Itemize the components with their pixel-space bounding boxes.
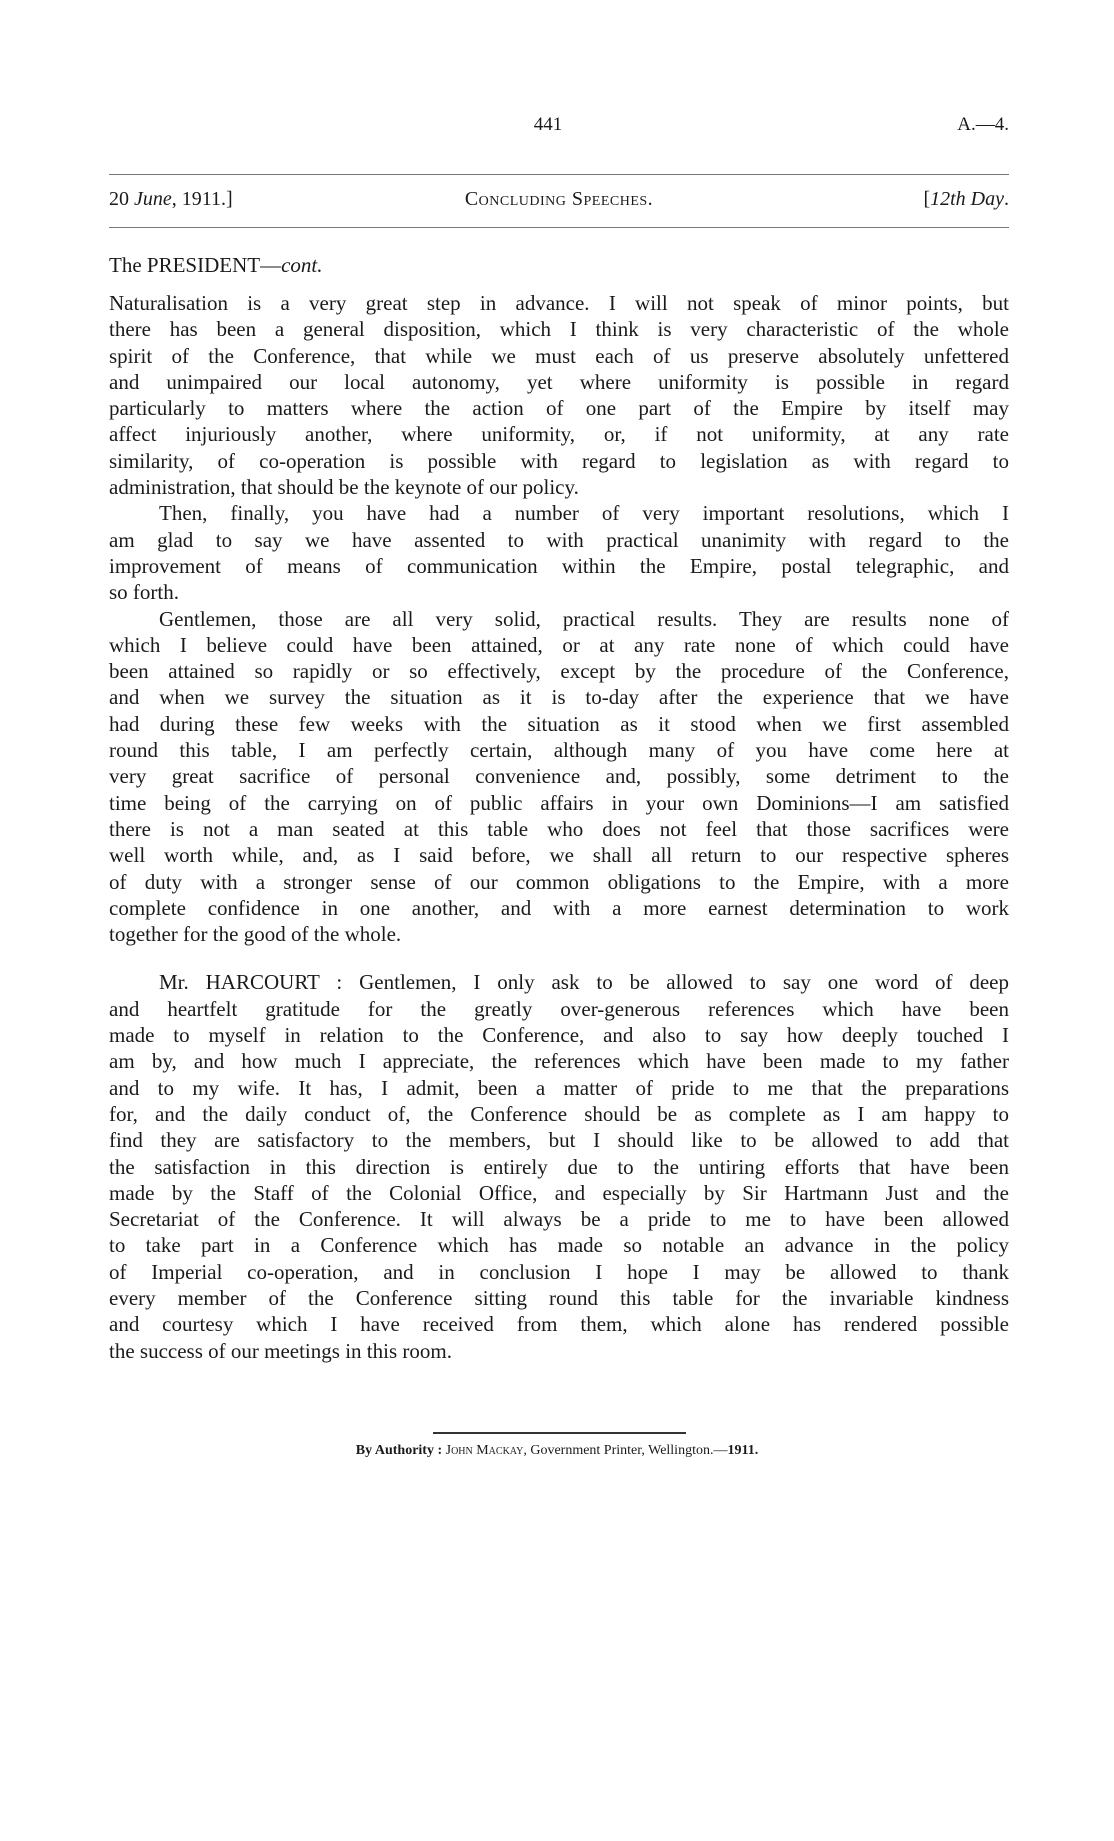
section-title: Concluding Speeches. — [464, 188, 654, 210]
text-line: had during these few weeks with the situation as it stood when we first assembled — [109, 711, 1009, 736]
by-authority-label: By Authority : — [355, 1443, 446, 1458]
body-text — [109, 290, 1009, 1364]
text-line: the success of our meetings in this room. — [109, 1338, 452, 1363]
paragraph-gap — [109, 947, 1009, 969]
text-line: affect injuriously another, where uniformity, or, if not uniformity, at any rate — [109, 422, 1009, 447]
printer-name: John Mackay — [445, 1443, 524, 1458]
printer-imprint — [0, 1443, 1114, 1459]
paragraph-resolutions — [109, 500, 1009, 605]
text-line: similarity, of co-operation is possible with regard to legislation as with regard to — [109, 448, 1009, 473]
text-line: and courtesy which I have received from them, which alone has rendered possible — [109, 1312, 1009, 1337]
day-bracket: [ — [923, 188, 931, 210]
text-line: every member of the Conference sitting round this table for the invariable kindness — [109, 1285, 1009, 1310]
printer-details: , Government Printer, Wellington.— — [523, 1443, 728, 1458]
running-header — [109, 188, 1009, 214]
text-line: round this table, I am perfectly certain, although many of you have come here at — [109, 738, 1009, 763]
continued-speaker-heading — [109, 253, 322, 278]
text-line: there is not a man seated at this table who does not feel that those sacrifices were — [109, 816, 1009, 841]
header-day — [923, 188, 1009, 211]
day-period: . — [1004, 188, 1009, 210]
text-line: been attained so rapidly or so effectively, except by the procedure of the Conference, — [109, 659, 1009, 684]
text-line: Gentlemen, those are all very solid, practical results. They are results none of — [159, 606, 1009, 631]
text-line: there has been a general disposition, which I think is very characteristic of the whole — [109, 317, 1009, 342]
text-line: time being of the carrying on of public affairs in your own Dominions—I am satisfied — [109, 790, 1009, 815]
text-line: and unimpaired our local autonomy, yet where uniformity is possible in regard — [109, 369, 1009, 394]
text-line: find they are satisfactory to the members, but I should like to be allowed to add that — [109, 1128, 1009, 1153]
text-line: of Imperial co-operation, and in conclusion I hope I may be allowed to thank — [109, 1259, 1009, 1284]
text-line: well worth while, and, as I said before, we shall all return to our respective spheres — [109, 843, 1009, 868]
text-line: to take part in a Conference which has made so notable an advance in the policy — [109, 1233, 1009, 1258]
header-rule-bottom — [109, 227, 1009, 228]
paragraph-naturalisation — [109, 290, 1009, 500]
text-line: Naturalisation is a very great step in advance. I will not speak of minor points, but — [109, 291, 1009, 315]
text-line: made to myself in relation to the Conference, and also to say how deeply touched I — [109, 1023, 1009, 1048]
text-line: Secretariat of the Conference. It will always be a pride to me to have been allowed — [109, 1207, 1009, 1232]
text-line: which I believe could have been attained, or at any rate none of which could have — [109, 632, 1009, 657]
text-line: made by the Staff of the Colonial Office, and especially by Sir Hartmann Just and the — [109, 1180, 1009, 1205]
paragraph-results — [109, 606, 1009, 948]
text-line: for, and the daily conduct of, the Conference should be as complete as I am happy to — [109, 1101, 1009, 1126]
speaker-name: The PRESIDENT— — [109, 253, 282, 277]
text-line: Then, finally, you have had a number of very important resolutions, which I — [159, 501, 1009, 526]
speaker-name: Mr. HARCOURT : — [159, 970, 360, 995]
day-label: 12th Day — [930, 188, 1004, 210]
text-line: together for the good of the whole. — [109, 922, 402, 947]
text-line: of duty with a stronger sense of our common obligations to the Empire, with a more — [109, 869, 1009, 894]
text-line — [109, 969, 1009, 995]
text-line: spirit of the Conference, that while we must each of us preserve absolutely unfettered — [109, 343, 1009, 368]
text-line: particularly to matters where the action of one part of the Empire by itself may — [109, 396, 1009, 421]
date-month: June — [134, 188, 172, 210]
paragraph-harcourt — [109, 969, 1009, 1363]
date-year: , 1911.] — [171, 188, 233, 210]
text-line: very great sacrifice of personal convenience and, possibly, some detriment to the — [109, 764, 1009, 789]
text-line: am by, and how much I appreciate, the references which have been made to my father — [109, 1049, 1009, 1074]
header-rule-top — [109, 174, 1009, 175]
imprint-year: 1911. — [727, 1443, 759, 1458]
text-line: the satisfaction in this direction is entirely due to the untiring efforts that have been — [109, 1154, 1009, 1179]
text-line: so forth. — [109, 580, 179, 605]
text-line: and heartfelt gratitude for the greatly over-generous references which have been — [109, 996, 1009, 1021]
speech-text: Gentlemen, I only ask to be allowed to say one word of deep — [359, 970, 1010, 995]
page-number: 441 — [533, 114, 563, 135]
text-line: and to my wife. It has, I admit, been a matter of pride to me that the preparations — [109, 1075, 1009, 1100]
footer-rule — [433, 1432, 686, 1434]
text-line: and when we survey the situation as it is to-day after the experience that we have — [109, 685, 1009, 710]
document-reference: A.—4. — [957, 114, 1009, 135]
continued-label: cont. — [281, 253, 323, 277]
text-line: am glad to say we have assented to with practical unanimity with regard to the — [109, 527, 1009, 552]
text-line: administration, that should be the keynote of our policy. — [109, 475, 579, 500]
date-day: 20 — [109, 188, 134, 210]
text-line: improvement of means of communication within the Empire, postal telegraphic, and — [109, 553, 1009, 578]
text-line: complete confidence in one another, and with a more earnest determination to work — [109, 895, 1009, 920]
